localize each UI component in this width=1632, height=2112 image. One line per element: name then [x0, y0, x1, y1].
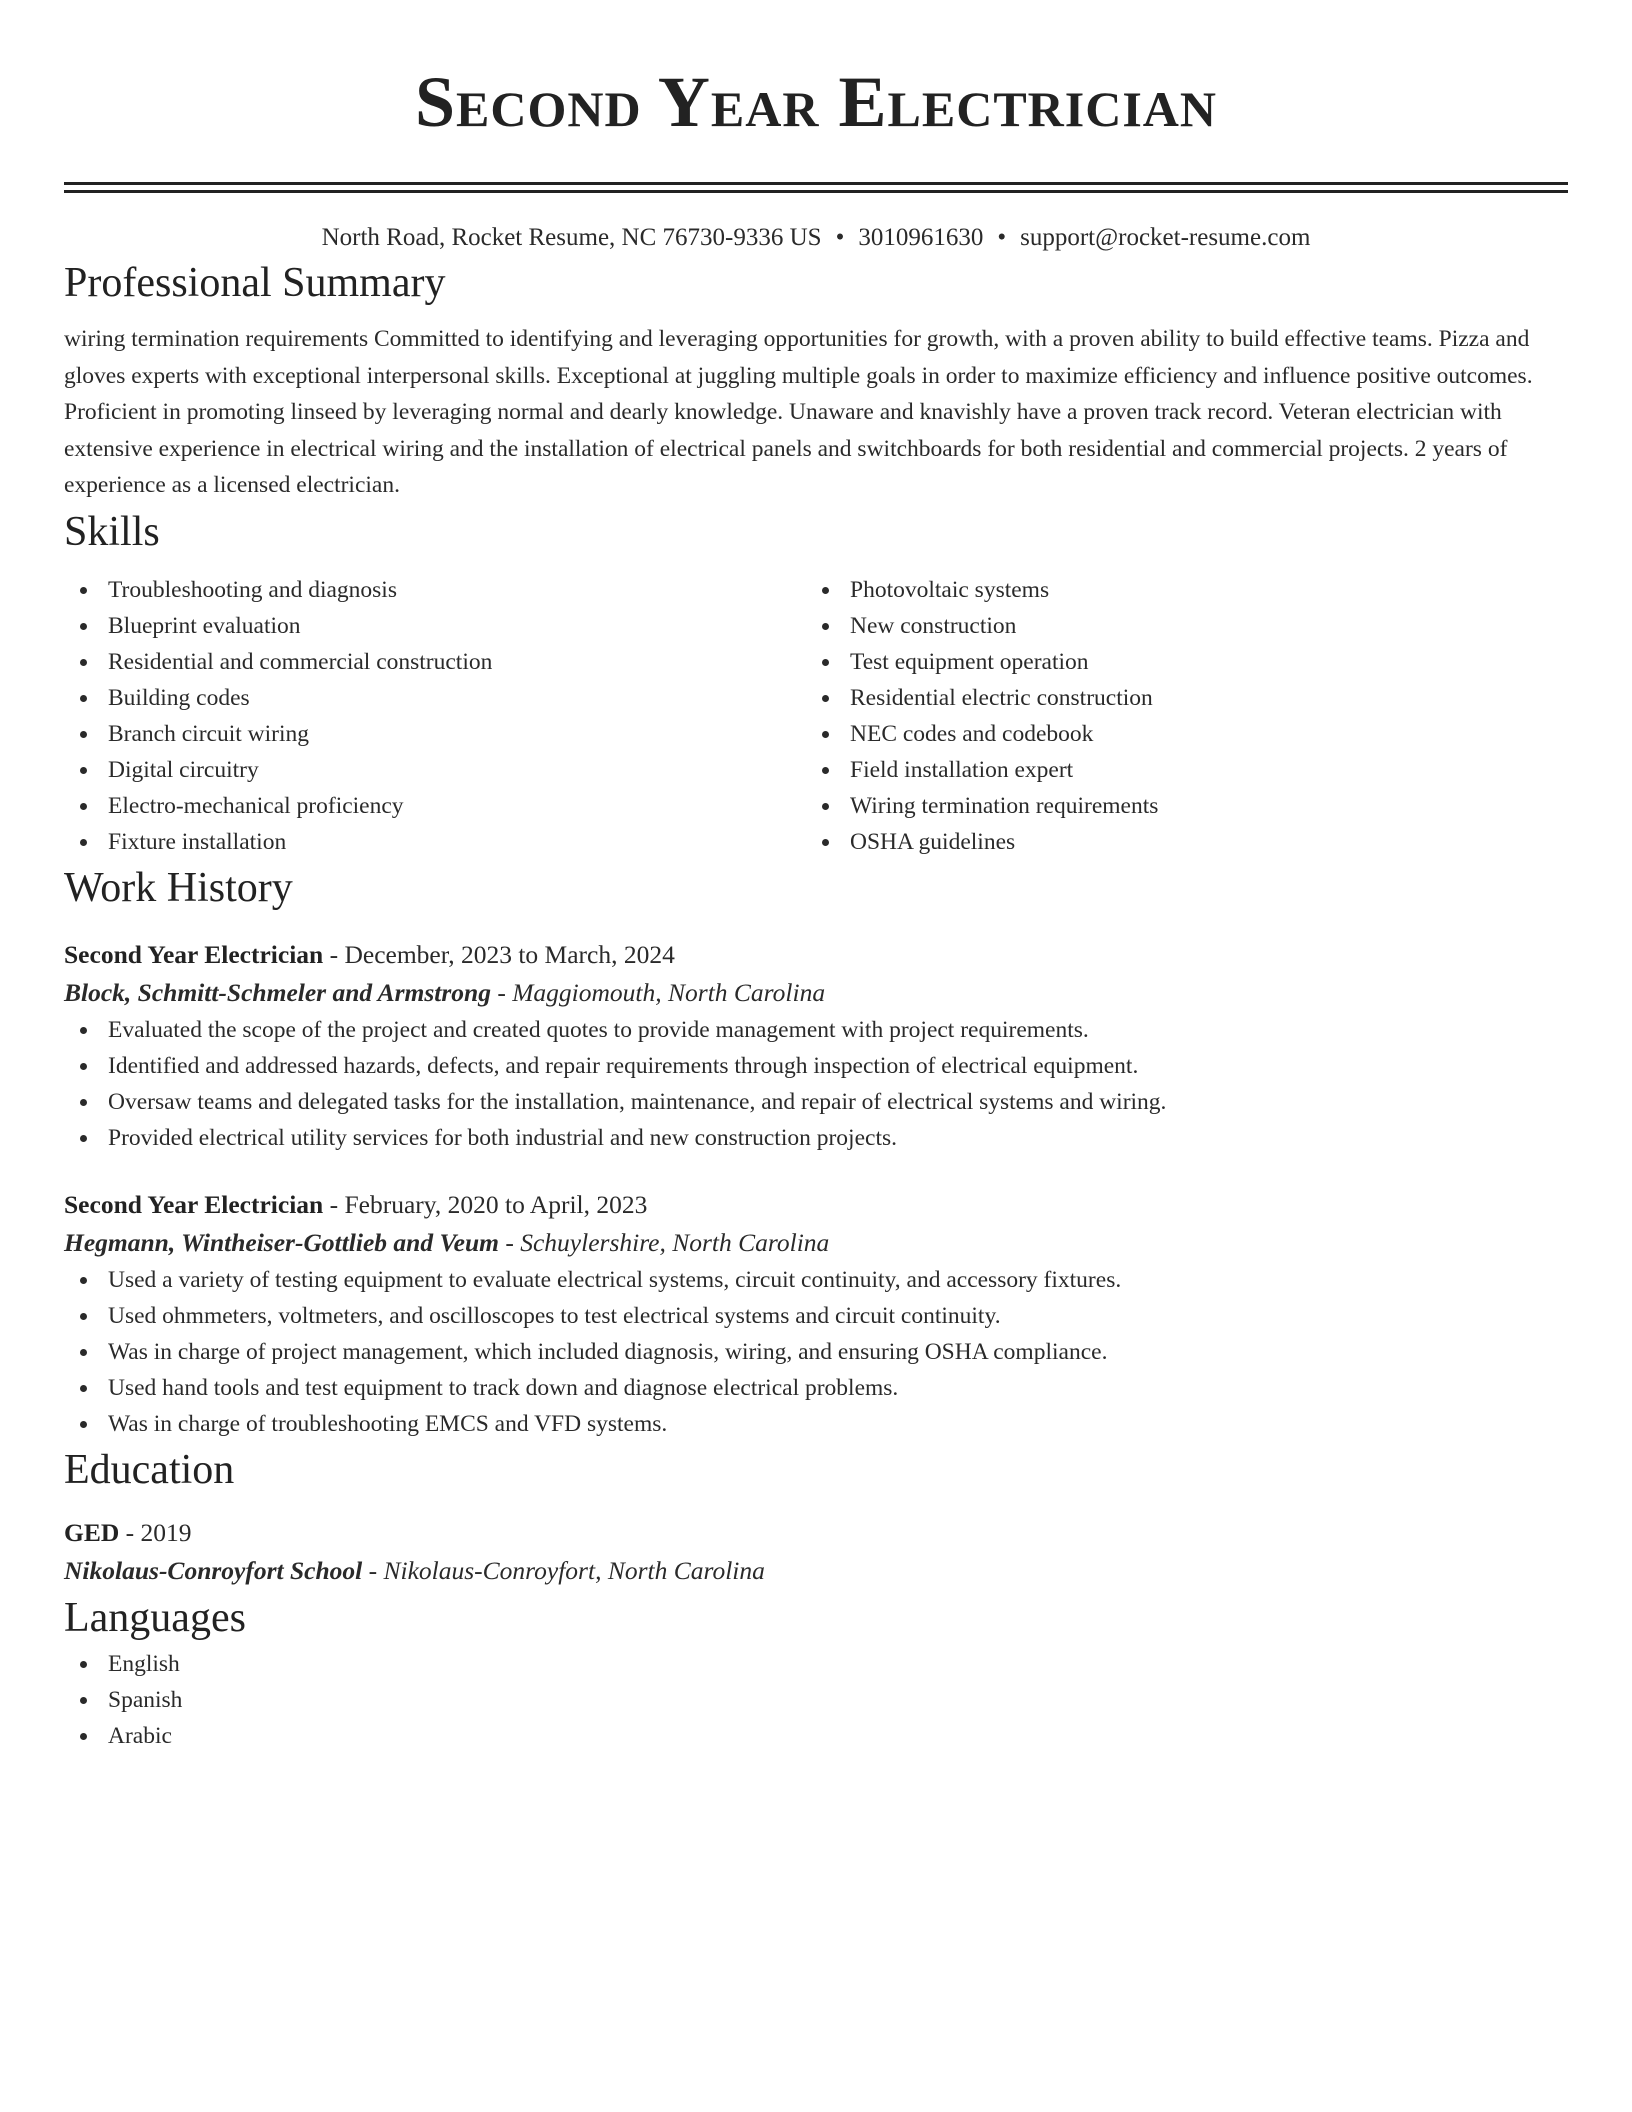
job-bullets	[64, 1262, 1568, 1442]
contact-email: support@rocket-resume.com	[1020, 224, 1311, 251]
job-company: Hegmann, Wintheiser-Gottlieb and Veum	[64, 1227, 499, 1257]
skill-item: Fixture installation	[64, 824, 806, 860]
skills-heading: Skills	[64, 508, 160, 555]
job-bullet: Used hand tools and test equipment to track down and diagnose electrical problems.	[64, 1370, 1568, 1406]
skill-item: Electro-mechanical proficiency	[64, 788, 806, 824]
languages-heading: Languages	[64, 1594, 246, 1641]
skill-item: Test equipment operation	[806, 644, 1548, 680]
skill-item: New construction	[806, 608, 1548, 644]
contact-address: North Road, Rocket Resume, NC 76730-9336 US	[321, 224, 822, 251]
job-company-line	[64, 1224, 1568, 1262]
education-location: - Nikolaus-Conroyfort, North Carolina	[362, 1555, 765, 1585]
skill-item: Residential electric construction	[806, 680, 1548, 716]
job-bullets	[64, 1012, 1568, 1156]
job-role: Second Year Electrician	[64, 1189, 324, 1219]
skills-column-left	[64, 572, 806, 860]
header-divider	[64, 182, 1568, 193]
work-history-heading: Work History	[64, 864, 293, 911]
skills-list-right	[806, 572, 1548, 860]
skill-item: Digital circuitry	[64, 752, 806, 788]
skill-item: Wiring termination requirements	[806, 788, 1548, 824]
language-item: Arabic	[64, 1718, 1568, 1754]
contact-phone: 3010961630	[858, 224, 984, 251]
job-entry	[64, 936, 1568, 1156]
job-role: Second Year Electrician	[64, 939, 324, 969]
job-company: Block, Schmitt-Schmeler and Armstrong	[64, 977, 491, 1007]
education-heading: Education	[64, 1446, 235, 1493]
job-entry	[64, 1186, 1568, 1442]
education-year: - 2019	[119, 1517, 192, 1547]
job-bullet: Evaluated the scope of the project and created quotes to provide management with project requirements.	[64, 1012, 1568, 1048]
job-title-line	[64, 1186, 1568, 1224]
job-bullet: Used a variety of testing equipment to evaluate electrical systems, circuit continuity, and accessory fixtures.	[64, 1262, 1568, 1298]
job-location: - Maggiomouth, North Carolina	[490, 977, 826, 1007]
job-dates: - February, 2020 to April, 2023	[323, 1189, 648, 1219]
skill-item: Photovoltaic systems	[806, 572, 1548, 608]
summary-text: wiring termination requirements Committed to identifying and leveraging opportunities for growth, with a proven ability to build effective teams. Pizza and gloves experts with exceptional interpersonal skills. Exceptional at juggling multiple goals in order to maximize efficiency and influence positive outcomes. Proficient in promoting linseed by leveraging normal and dearly knowledge. Unaware and knavishly have a proven track record. Veteran electrician with extensive experience in electrical wiring and the installation of electrical panels and switchboards for both residential and commercial projects. 2 years of experience as a licensed electrician.	[64, 326, 1533, 498]
education-degree: GED	[64, 1517, 120, 1547]
job-title-line	[64, 936, 1568, 974]
skill-item: Field installation expert	[806, 752, 1548, 788]
skill-item: Residential and commercial construction	[64, 644, 806, 680]
language-item: English	[64, 1646, 1568, 1682]
skill-item: Branch circuit wiring	[64, 716, 806, 752]
job-location: - Schuylershire, North Carolina	[498, 1227, 830, 1257]
skill-item: OSHA guidelines	[806, 824, 1548, 860]
job-company-line	[64, 974, 1568, 1012]
job-dates: - December, 2023 to March, 2024	[323, 939, 675, 969]
education-school: Nikolaus-Conroyfort School	[64, 1555, 363, 1585]
job-bullet: Was in charge of troubleshooting EMCS and VFD systems.	[64, 1406, 1568, 1442]
resume-name: Second Year Electrician	[414, 62, 1218, 142]
job-bullet: Used ohmmeters, voltmeters, and oscilloscopes to test electrical systems and circuit continuity.	[64, 1298, 1568, 1334]
skill-item: Troubleshooting and diagnosis	[64, 572, 806, 608]
education-school-line	[64, 1552, 1568, 1590]
contact-separator: •	[835, 224, 845, 251]
job-bullet: Provided electrical utility services for both industrial and new construction projects.	[64, 1120, 1568, 1156]
skill-item: Building codes	[64, 680, 806, 716]
skill-item: Blueprint evaluation	[64, 608, 806, 644]
skills-column-right	[806, 572, 1548, 860]
language-item: Spanish	[64, 1682, 1568, 1718]
contact-separator: •	[997, 224, 1007, 251]
languages-list	[64, 1646, 1568, 1754]
contact-line	[64, 221, 1568, 255]
skills-grid	[64, 572, 1568, 860]
job-bullet: Was in charge of project management, which included diagnosis, wiring, and ensuring OSHA compliance.	[64, 1334, 1568, 1370]
job-bullet: Identified and addressed hazards, defects, and repair requirements through inspection of electrical equipment.	[64, 1048, 1568, 1084]
skill-item: NEC codes and codebook	[806, 716, 1548, 752]
summary-heading: Professional Summary	[64, 260, 446, 306]
job-bullet: Oversaw teams and delegated tasks for the installation, maintenance, and repair of electrical systems and wiring.	[64, 1084, 1568, 1120]
skills-list-left	[64, 572, 806, 860]
education-degree-line	[64, 1514, 1568, 1552]
